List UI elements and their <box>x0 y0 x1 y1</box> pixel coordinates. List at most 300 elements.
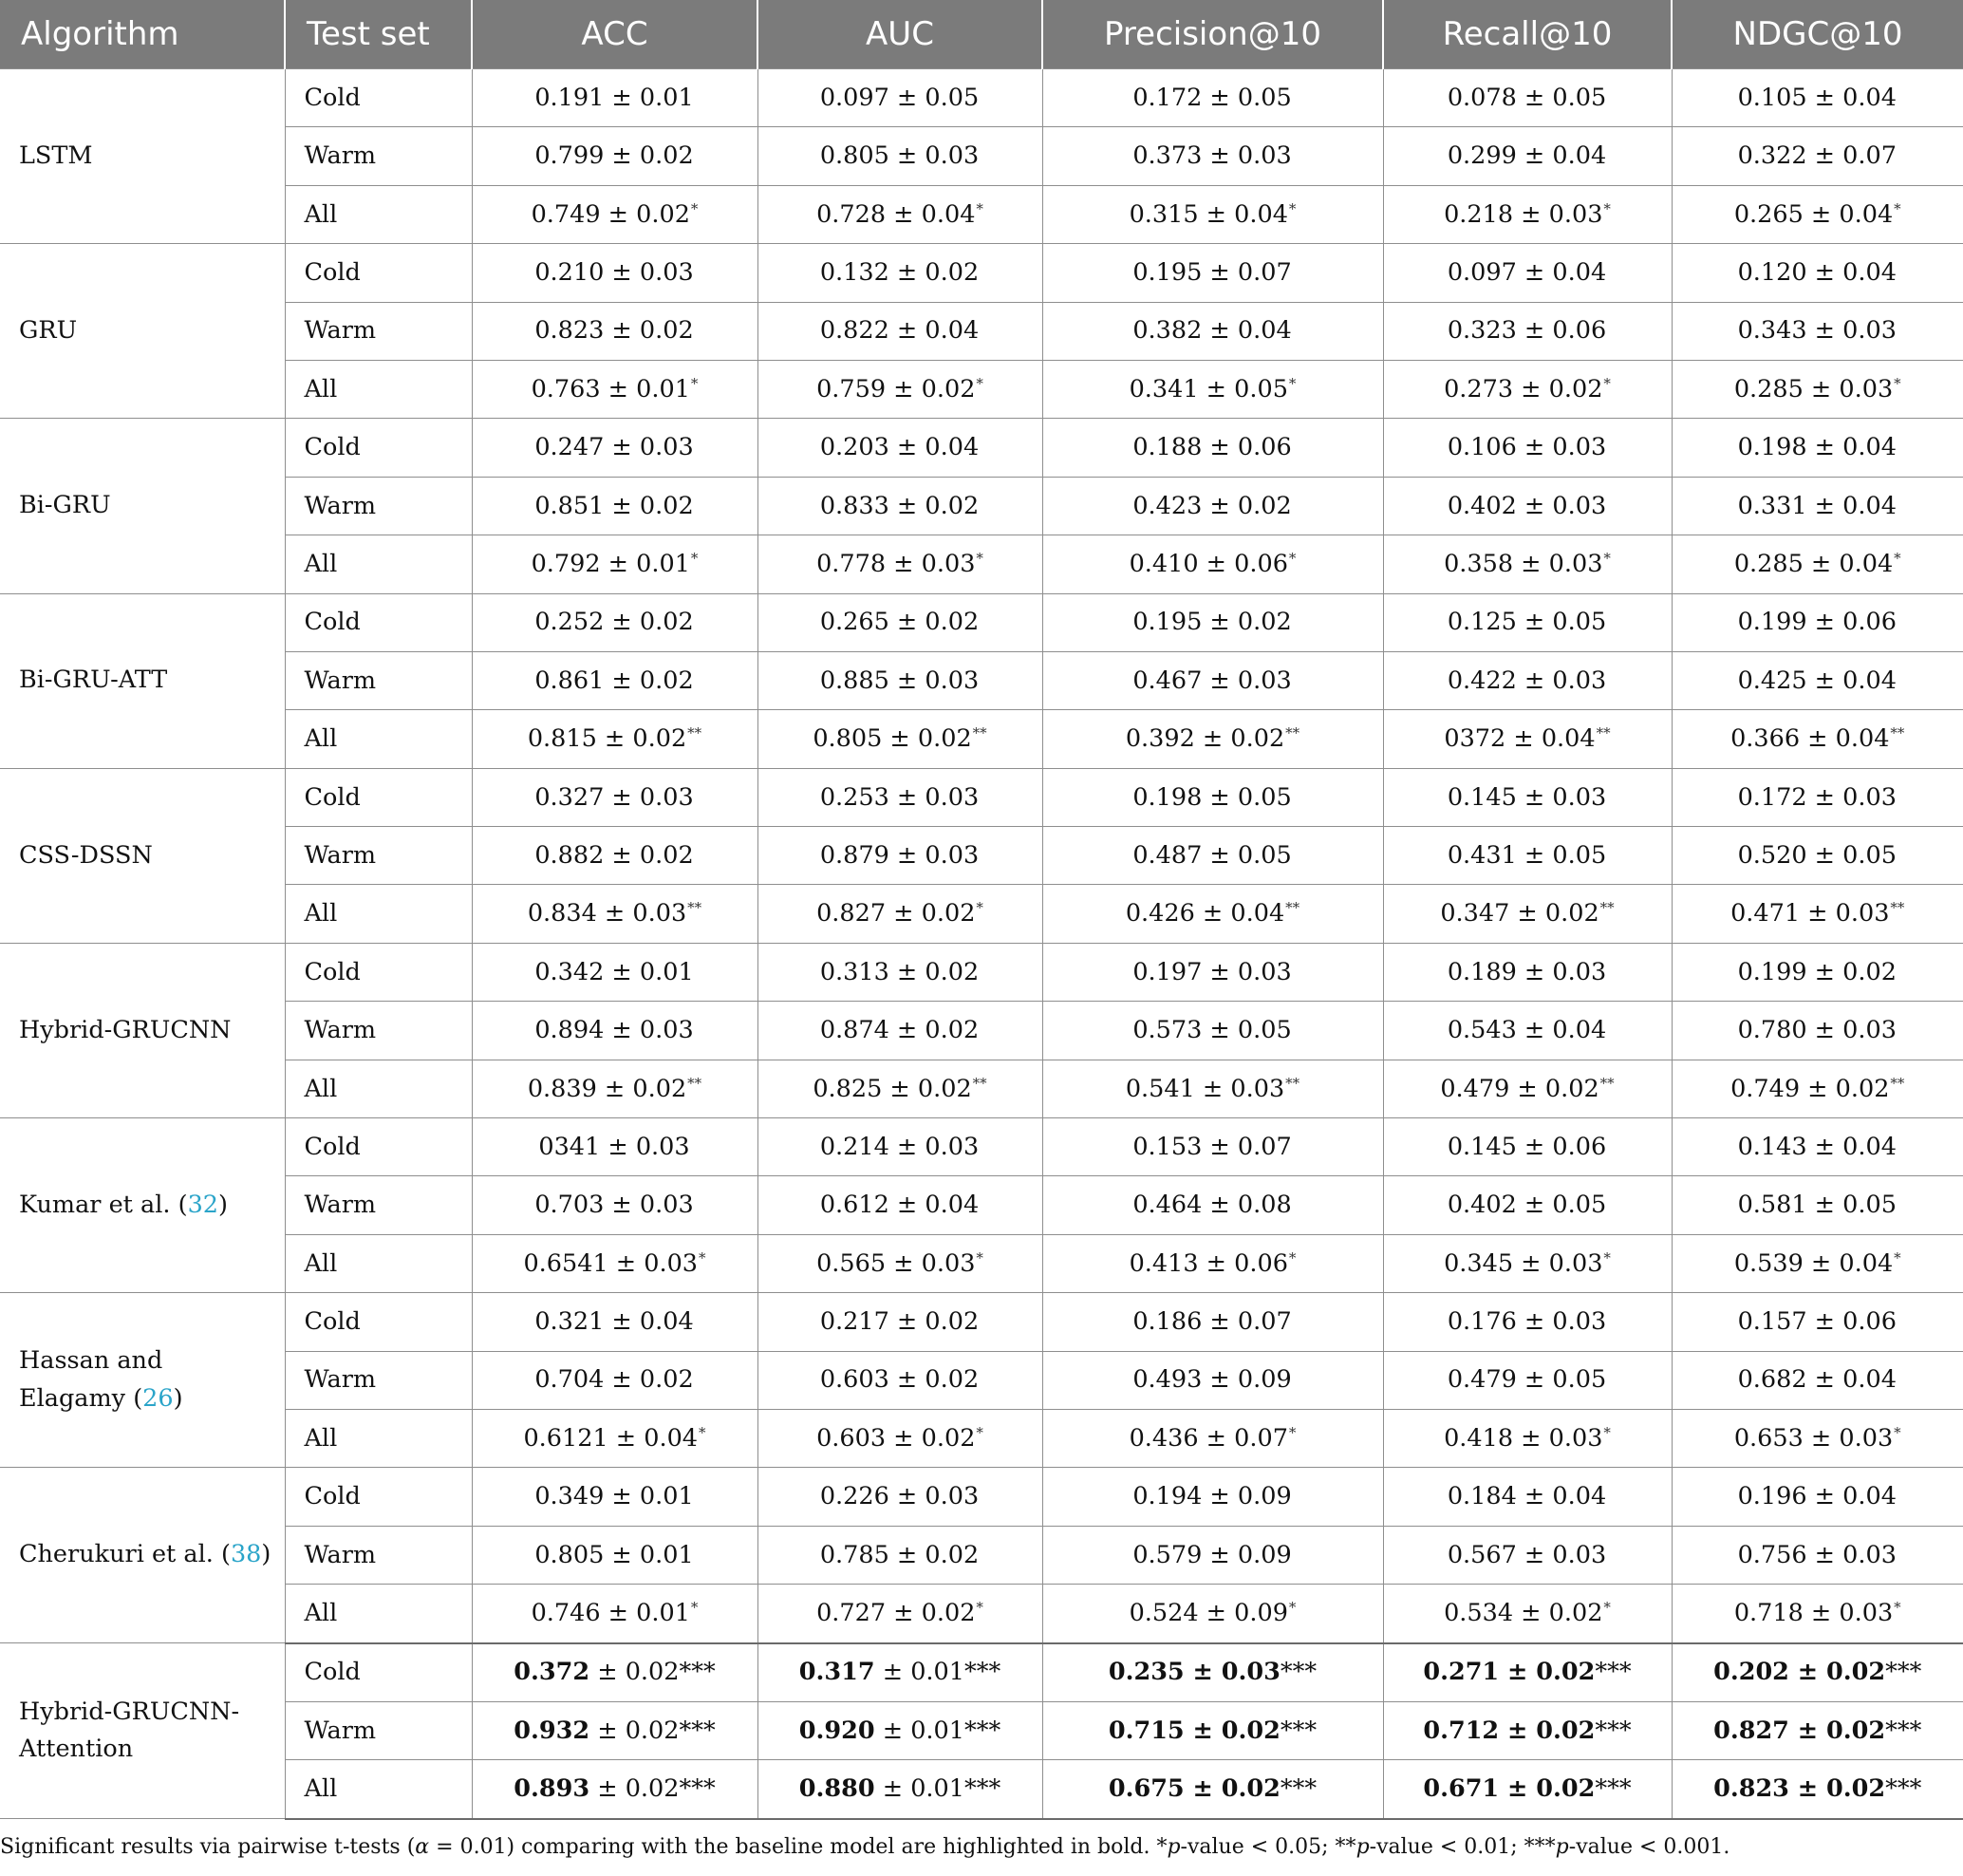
algorithm-name: Hybrid-GRUCNN <box>19 1015 232 1044</box>
metric-cell <box>1672 593 1963 651</box>
algorithm-name: LSTM <box>19 141 93 170</box>
metric-cell <box>1383 885 1672 943</box>
metric-cell <box>1383 1293 1672 1351</box>
significance-marker: *** <box>1885 1774 1922 1804</box>
significance-marker: ** <box>687 1074 702 1092</box>
table-row <box>0 1234 1963 1292</box>
metric-cell <box>1383 1409 1672 1467</box>
table-row <box>0 1468 1963 1526</box>
significance-marker: * <box>690 374 699 392</box>
metric-value: 0.313 ± 0.02 <box>819 957 980 986</box>
metric-cell <box>757 127 1042 185</box>
metric-cell <box>1042 1409 1383 1467</box>
significance-marker: * <box>1603 374 1611 392</box>
metric-cell <box>472 244 757 302</box>
metric-cell <box>757 1293 1042 1351</box>
metric-value: 0.341 ± 0.05 <box>1129 374 1288 403</box>
metric-value: 0.265 ± 0.02 <box>819 608 980 637</box>
significance-marker: ** <box>972 1074 987 1092</box>
metric-value: 0.487 ± 0.05 <box>1132 840 1292 870</box>
header-auc: AUC <box>757 0 1042 69</box>
metric-value: 0.195 ± 0.02 <box>1132 608 1292 637</box>
metric-value: 0.792 ± 0.01 <box>531 550 690 579</box>
metric-value: 0.196 ± 0.04 <box>1737 1482 1897 1511</box>
metric-cell <box>1383 768 1672 826</box>
metric-value: 0.345 ± 0.03 <box>1444 1248 1603 1278</box>
metric-value-bold: 0.715 ± 0.02 <box>1108 1716 1281 1745</box>
metric-cell-significant <box>757 1701 1042 1759</box>
footnote-text-5: -value < 0.001. <box>1568 1835 1730 1859</box>
metric-value: 0.682 ± 0.04 <box>1737 1365 1897 1395</box>
test-set-cell: Cold <box>285 419 472 477</box>
metric-value: 0.145 ± 0.03 <box>1447 782 1607 812</box>
metric-cell <box>472 1351 757 1409</box>
metric-value: 0.471 ± 0.03 <box>1730 899 1890 929</box>
metric-value: 0.874 ± 0.02 <box>819 1016 980 1045</box>
metric-cell <box>1672 1176 1963 1234</box>
metric-value: 0.436 ± 0.07 <box>1129 1423 1288 1453</box>
significance-marker: ** <box>1285 1074 1300 1092</box>
metric-cell <box>757 1176 1042 1234</box>
metric-value: 0.426 ± 0.04 <box>1125 899 1285 929</box>
test-set-cell: All <box>285 360 472 418</box>
metric-cell <box>1672 302 1963 360</box>
metric-value: 0.199 ± 0.06 <box>1737 608 1897 637</box>
metric-cell <box>1672 127 1963 185</box>
metric-cell <box>1672 1585 1963 1643</box>
metric-cell <box>1383 1526 1672 1584</box>
metric-cell <box>757 477 1042 535</box>
metric-value: 0.805 ± 0.02 <box>813 724 972 754</box>
metric-cell <box>1672 710 1963 768</box>
metric-value: 0.573 ± 0.05 <box>1132 1016 1292 1045</box>
metric-value: 0.265 ± 0.04 <box>1733 199 1894 229</box>
metric-value: 0.805 ± 0.01 <box>534 1540 694 1569</box>
metric-value: 0.195 ± 0.07 <box>1132 258 1292 288</box>
metric-cell <box>1383 69 1672 127</box>
metric-value: 0.172 ± 0.03 <box>1737 782 1897 812</box>
test-set-cell: All <box>285 885 472 943</box>
metric-cell <box>472 1293 757 1351</box>
table-row <box>0 244 1963 302</box>
metric-value: 0.331 ± 0.04 <box>1737 491 1897 520</box>
metric-value: 0.273 ± 0.02 <box>1444 374 1603 403</box>
metric-cell <box>1383 1585 1672 1643</box>
metric-value: 0.579 ± 0.09 <box>1132 1540 1292 1569</box>
significance-marker: * <box>1603 550 1611 568</box>
metric-value: 0.894 ± 0.03 <box>534 1016 694 1045</box>
metric-value: 0.543 ± 0.04 <box>1447 1016 1607 1045</box>
metric-cell <box>1672 1468 1963 1526</box>
metric-value: 0.198 ± 0.05 <box>1132 782 1292 812</box>
metric-value-bold: 0.372 <box>514 1658 590 1687</box>
metric-value: 0.653 ± 0.03 <box>1733 1423 1894 1453</box>
metric-cell <box>757 1585 1042 1643</box>
table-row <box>0 1760 1963 1819</box>
algorithm-cell <box>0 1643 285 1819</box>
metric-cell <box>1672 1002 1963 1060</box>
metric-cell <box>472 69 757 127</box>
table-row <box>0 885 1963 943</box>
metric-value: 0.143 ± 0.04 <box>1737 1132 1897 1161</box>
metric-value: 0.097 ± 0.04 <box>1447 258 1607 288</box>
header-acc: ACC <box>472 0 757 69</box>
footnote-p-3: p <box>1555 1835 1569 1859</box>
algorithm-name: Bi-GRU-ATT <box>19 666 168 695</box>
header-precision-at-10: Precision@10 <box>1042 0 1383 69</box>
metric-cell <box>472 127 757 185</box>
significance-marker: * <box>1288 1423 1297 1441</box>
significance-marker: * <box>976 1248 983 1266</box>
citation-link[interactable]: 38 <box>230 1540 262 1569</box>
metric-cell <box>1383 360 1672 418</box>
metric-cell <box>1383 244 1672 302</box>
metric-value: 0.197 ± 0.03 <box>1132 957 1292 986</box>
metric-value: 0.172 ± 0.05 <box>1132 83 1292 112</box>
metric-cell <box>1383 127 1672 185</box>
algorithm-name: CSS-DSSN <box>19 840 153 870</box>
table-row <box>0 302 1963 360</box>
metric-value: 0.322 ± 0.07 <box>1737 141 1897 171</box>
metric-cell <box>1383 1176 1672 1234</box>
metric-value: 0.321 ± 0.04 <box>534 1307 694 1337</box>
metric-cell <box>472 1234 757 1292</box>
algorithm-cell: Hassan and Elagamy (26) <box>0 1293 285 1468</box>
significance-marker: *** <box>1885 1658 1922 1687</box>
metric-value: 0.825 ± 0.02 <box>813 1074 972 1103</box>
metric-cell <box>1672 651 1963 709</box>
header-test-set: Test set <box>285 0 472 69</box>
metric-cell <box>472 302 757 360</box>
metric-value: 0.833 ± 0.02 <box>819 491 980 520</box>
metric-value: 0.402 ± 0.03 <box>1447 491 1607 520</box>
metric-value: 0.194 ± 0.09 <box>1132 1482 1292 1511</box>
metric-cell <box>757 360 1042 418</box>
metric-value: 0.759 ± 0.02 <box>816 374 976 403</box>
footnote-text-1: Significant results via pairwise t-tests ( <box>0 1835 416 1859</box>
metric-value: 0.422 ± 0.03 <box>1447 666 1607 695</box>
metric-value: 0.839 ± 0.02 <box>527 1074 687 1103</box>
metric-cell <box>1672 768 1963 826</box>
table-row <box>0 419 1963 477</box>
table-row <box>0 1409 1963 1467</box>
significance-marker: ± 0.01*** <box>874 1774 1001 1804</box>
metric-cell <box>1672 69 1963 127</box>
citation-link[interactable]: 32 <box>187 1190 219 1219</box>
metric-value: 0.603 ± 0.02 <box>816 1423 976 1453</box>
metric-value: 0.6121 ± 0.04 <box>523 1423 699 1453</box>
metric-cell-significant <box>472 1760 757 1819</box>
metric-value: 0.157 ± 0.06 <box>1737 1307 1897 1337</box>
metric-cell <box>757 1060 1042 1117</box>
citation-link[interactable]: 26 <box>142 1383 174 1413</box>
metric-cell <box>757 69 1042 127</box>
metric-cell <box>757 710 1042 768</box>
significance-marker: * <box>976 899 983 917</box>
metric-value: 0.805 ± 0.03 <box>819 141 980 171</box>
significance-marker: * <box>699 1248 706 1266</box>
metric-value: 0.418 ± 0.03 <box>1444 1423 1603 1453</box>
metric-value: 0.524 ± 0.09 <box>1129 1599 1288 1628</box>
metric-value: 0.603 ± 0.02 <box>819 1365 980 1395</box>
table-row <box>0 477 1963 535</box>
metric-cell <box>472 710 757 768</box>
metric-cell <box>1042 710 1383 768</box>
metric-cell <box>472 885 757 943</box>
metric-value: 0.349 ± 0.01 <box>534 1482 694 1511</box>
metric-value: 0.815 ± 0.02 <box>527 724 687 754</box>
significance-marker: ± 0.02*** <box>589 1774 716 1804</box>
table-row <box>0 69 1963 127</box>
test-set-cell: Cold <box>285 943 472 1001</box>
metric-value-bold: 0.827 ± 0.02 <box>1713 1716 1886 1745</box>
table-row <box>0 1293 1963 1351</box>
metric-cell <box>1042 360 1383 418</box>
metric-value: 0.132 ± 0.02 <box>819 258 980 288</box>
significance-marker: *** <box>1595 1658 1632 1687</box>
metric-cell <box>1042 127 1383 185</box>
metric-value: 0.423 ± 0.02 <box>1132 491 1292 520</box>
significance-marker: * <box>1288 374 1297 392</box>
metric-value: 0.6541 ± 0.03 <box>523 1248 699 1278</box>
metric-cell <box>757 768 1042 826</box>
metric-value: 0.343 ± 0.03 <box>1737 316 1897 346</box>
metric-value: 0.467 ± 0.03 <box>1132 666 1292 695</box>
metric-value: 0.366 ± 0.04 <box>1730 724 1890 754</box>
metric-cell <box>1042 419 1383 477</box>
metric-value: 0.105 ± 0.04 <box>1737 83 1897 112</box>
metric-cell <box>1383 535 1672 593</box>
metric-cell <box>1672 1060 1963 1117</box>
metric-cell <box>472 1176 757 1234</box>
metric-value: 0.285 ± 0.03 <box>1733 374 1894 403</box>
table-row <box>0 1351 1963 1409</box>
significance-marker: ** <box>1599 1074 1615 1092</box>
metric-value: 0.125 ± 0.05 <box>1447 608 1607 637</box>
test-set-cell: Warm <box>285 1002 472 1060</box>
metric-value: 0.327 ± 0.03 <box>534 782 694 812</box>
metric-value-bold: 0.932 <box>514 1716 590 1745</box>
metric-cell <box>1672 360 1963 418</box>
significance-marker: * <box>1288 199 1297 217</box>
metric-cell <box>472 535 757 593</box>
metric-cell <box>1383 477 1672 535</box>
metric-cell <box>1042 593 1383 651</box>
test-set-cell: All <box>285 1585 472 1643</box>
metric-cell <box>1672 477 1963 535</box>
table-row <box>0 710 1963 768</box>
metric-value: 0.315 ± 0.04 <box>1129 199 1288 229</box>
metric-value: 0.539 ± 0.04 <box>1733 1248 1894 1278</box>
metric-cell-significant <box>1383 1643 1672 1702</box>
algorithm-name: Hybrid-GRUCNN-Attention <box>19 1697 240 1764</box>
metric-cell <box>757 1526 1042 1584</box>
metric-value: 0.186 ± 0.07 <box>1132 1307 1292 1337</box>
metric-cell <box>1383 1118 1672 1176</box>
algorithm-name: Hassan and Elagamy ( <box>19 1346 163 1413</box>
metric-cell <box>1042 885 1383 943</box>
metric-value: 0.567 ± 0.03 <box>1447 1540 1607 1569</box>
test-set-cell: Warm <box>285 1351 472 1409</box>
table-row <box>0 185 1963 243</box>
metric-cell <box>472 1118 757 1176</box>
table-row <box>0 943 1963 1001</box>
metric-cell <box>1672 1234 1963 1292</box>
significance-marker: ** <box>1890 1074 1905 1092</box>
significance-marker: ** <box>1599 899 1615 917</box>
metric-value: 0.252 ± 0.02 <box>534 608 694 637</box>
metric-cell <box>1042 302 1383 360</box>
metric-cell <box>757 827 1042 885</box>
metric-value: 0.214 ± 0.03 <box>819 1132 980 1161</box>
metric-cell <box>1383 827 1672 885</box>
metric-cell <box>1383 1002 1672 1060</box>
metric-cell <box>1383 1468 1672 1526</box>
metric-value: 0.882 ± 0.02 <box>534 840 694 870</box>
algorithm-cell <box>0 419 285 593</box>
significance-marker: * <box>976 1599 983 1617</box>
metric-cell <box>757 1351 1042 1409</box>
metric-cell <box>1672 1409 1963 1467</box>
metric-value: 0.565 ± 0.03 <box>816 1248 976 1278</box>
metric-value: 0.879 ± 0.03 <box>819 840 980 870</box>
metric-value: 0.203 ± 0.04 <box>819 433 980 462</box>
metric-value: 0.347 ± 0.02 <box>1440 899 1599 929</box>
metric-cell-significant <box>1383 1701 1672 1759</box>
metric-value: 0.189 ± 0.03 <box>1447 957 1607 986</box>
table-row <box>0 360 1963 418</box>
metric-value: 0.253 ± 0.03 <box>819 782 980 812</box>
algorithm-cell: Kumar et al. (32) <box>0 1118 285 1293</box>
significance-marker: * <box>976 550 983 568</box>
significance-marker: * <box>690 199 699 217</box>
metric-cell <box>1042 1176 1383 1234</box>
metric-value: 0.727 ± 0.02 <box>816 1599 976 1628</box>
metric-value: 0.612 ± 0.04 <box>819 1191 980 1220</box>
table-row <box>0 1701 1963 1759</box>
metric-value: 0.198 ± 0.04 <box>1737 433 1897 462</box>
significance-marker: ** <box>1285 899 1300 917</box>
significance-marker: *** <box>1280 1658 1318 1687</box>
significance-marker: * <box>1894 550 1901 568</box>
metric-value: 0.217 ± 0.02 <box>819 1307 980 1337</box>
metric-value: 0.520 ± 0.05 <box>1737 840 1897 870</box>
table-row <box>0 1118 1963 1176</box>
test-set-cell: All <box>285 185 472 243</box>
table-body-proposed <box>0 1643 1963 1819</box>
metric-value-bold: 0.675 ± 0.02 <box>1108 1774 1281 1804</box>
footnote-text-2: = 0.01) comparing with the baseline model are highlighted in bold. * <box>429 1835 1168 1859</box>
test-set-cell: Warm <box>285 1526 472 1584</box>
metric-value: 0.703 ± 0.03 <box>534 1191 694 1220</box>
metric-cell <box>1383 419 1672 477</box>
metric-cell <box>472 1409 757 1467</box>
algorithm-name: GRU <box>19 316 78 345</box>
footnote-text-3: -value < 0.05; ** <box>1180 1835 1356 1859</box>
metric-cell <box>757 535 1042 593</box>
test-set-cell: Cold <box>285 1468 472 1526</box>
footnote-text-4: -value < 0.01; *** <box>1369 1835 1556 1859</box>
metric-cell <box>1672 827 1963 885</box>
significance-marker: ** <box>1890 724 1905 742</box>
metric-cell <box>1672 1118 1963 1176</box>
metric-value: 0.199 ± 0.02 <box>1737 957 1897 986</box>
metric-cell <box>757 885 1042 943</box>
metric-cell <box>1672 1351 1963 1409</box>
metric-cell <box>472 1526 757 1584</box>
metric-cell <box>472 1060 757 1117</box>
metric-value: 0.218 ± 0.03 <box>1444 199 1603 229</box>
table-row <box>0 1643 1963 1702</box>
test-set-cell: Warm <box>285 302 472 360</box>
metric-value: 0.402 ± 0.05 <box>1447 1191 1607 1220</box>
metric-value: 0.778 ± 0.03 <box>816 550 976 579</box>
table-row <box>0 1176 1963 1234</box>
significance-marker: * <box>1288 1248 1297 1266</box>
metric-cell <box>1042 768 1383 826</box>
metric-cell-significant <box>1672 1643 1963 1702</box>
significance-marker: * <box>1288 1599 1297 1617</box>
metric-value: 0.827 ± 0.02 <box>816 899 976 929</box>
metric-value-bold: 0.235 ± 0.03 <box>1108 1658 1281 1687</box>
algorithm-cell: Cherukuri et al. (38) <box>0 1468 285 1643</box>
table-row <box>0 593 1963 651</box>
metric-cell <box>1042 185 1383 243</box>
header-row <box>0 0 1963 69</box>
metric-value: 0.763 ± 0.01 <box>531 374 690 403</box>
metric-value: 0.145 ± 0.06 <box>1447 1132 1607 1161</box>
test-set-cell: All <box>285 710 472 768</box>
metric-cell <box>1672 535 1963 593</box>
metric-value: 0.410 ± 0.06 <box>1129 550 1288 579</box>
metric-value: 0.749 ± 0.02 <box>1730 1074 1890 1103</box>
metric-cell <box>757 1234 1042 1292</box>
metric-cell <box>757 185 1042 243</box>
significance-marker: * <box>1603 1423 1611 1441</box>
footnote-p-2: p <box>1355 1835 1370 1859</box>
metric-cell <box>1672 419 1963 477</box>
metric-cell <box>1383 593 1672 651</box>
metric-value: 0341 ± 0.03 <box>538 1132 690 1161</box>
header-recall-at-10: Recall@10 <box>1383 0 1672 69</box>
metric-value: 0.176 ± 0.03 <box>1447 1307 1607 1337</box>
metric-value: 0.373 ± 0.03 <box>1132 141 1292 171</box>
metric-value-bold: 0.893 <box>514 1774 590 1804</box>
test-set-cell: All <box>285 1760 472 1819</box>
metric-value: 0.493 ± 0.09 <box>1132 1365 1292 1395</box>
metric-cell <box>1383 302 1672 360</box>
metric-value-bold: 0.271 ± 0.02 <box>1423 1658 1596 1687</box>
metric-value-bold: 0.317 <box>798 1658 875 1687</box>
table-row <box>0 1002 1963 1060</box>
table-footnote <box>0 1835 1963 1859</box>
significance-marker: *** <box>1280 1716 1318 1745</box>
algorithm-name: Kumar et al. ( <box>19 1190 188 1219</box>
metric-cell <box>1042 1002 1383 1060</box>
significance-marker: * <box>1894 374 1901 392</box>
significance-marker: * <box>1894 1423 1901 1441</box>
metric-value: 0.541 ± 0.03 <box>1125 1074 1285 1103</box>
metric-cell <box>1042 1351 1383 1409</box>
significance-marker: * <box>976 199 983 217</box>
test-set-cell: Warm <box>285 1176 472 1234</box>
metric-cell-significant <box>472 1701 757 1759</box>
test-set-cell: All <box>285 535 472 593</box>
metric-cell-significant <box>1383 1760 1672 1819</box>
metric-cell <box>1042 1234 1383 1292</box>
metric-cell <box>1383 1060 1672 1117</box>
test-set-cell: All <box>285 1234 472 1292</box>
